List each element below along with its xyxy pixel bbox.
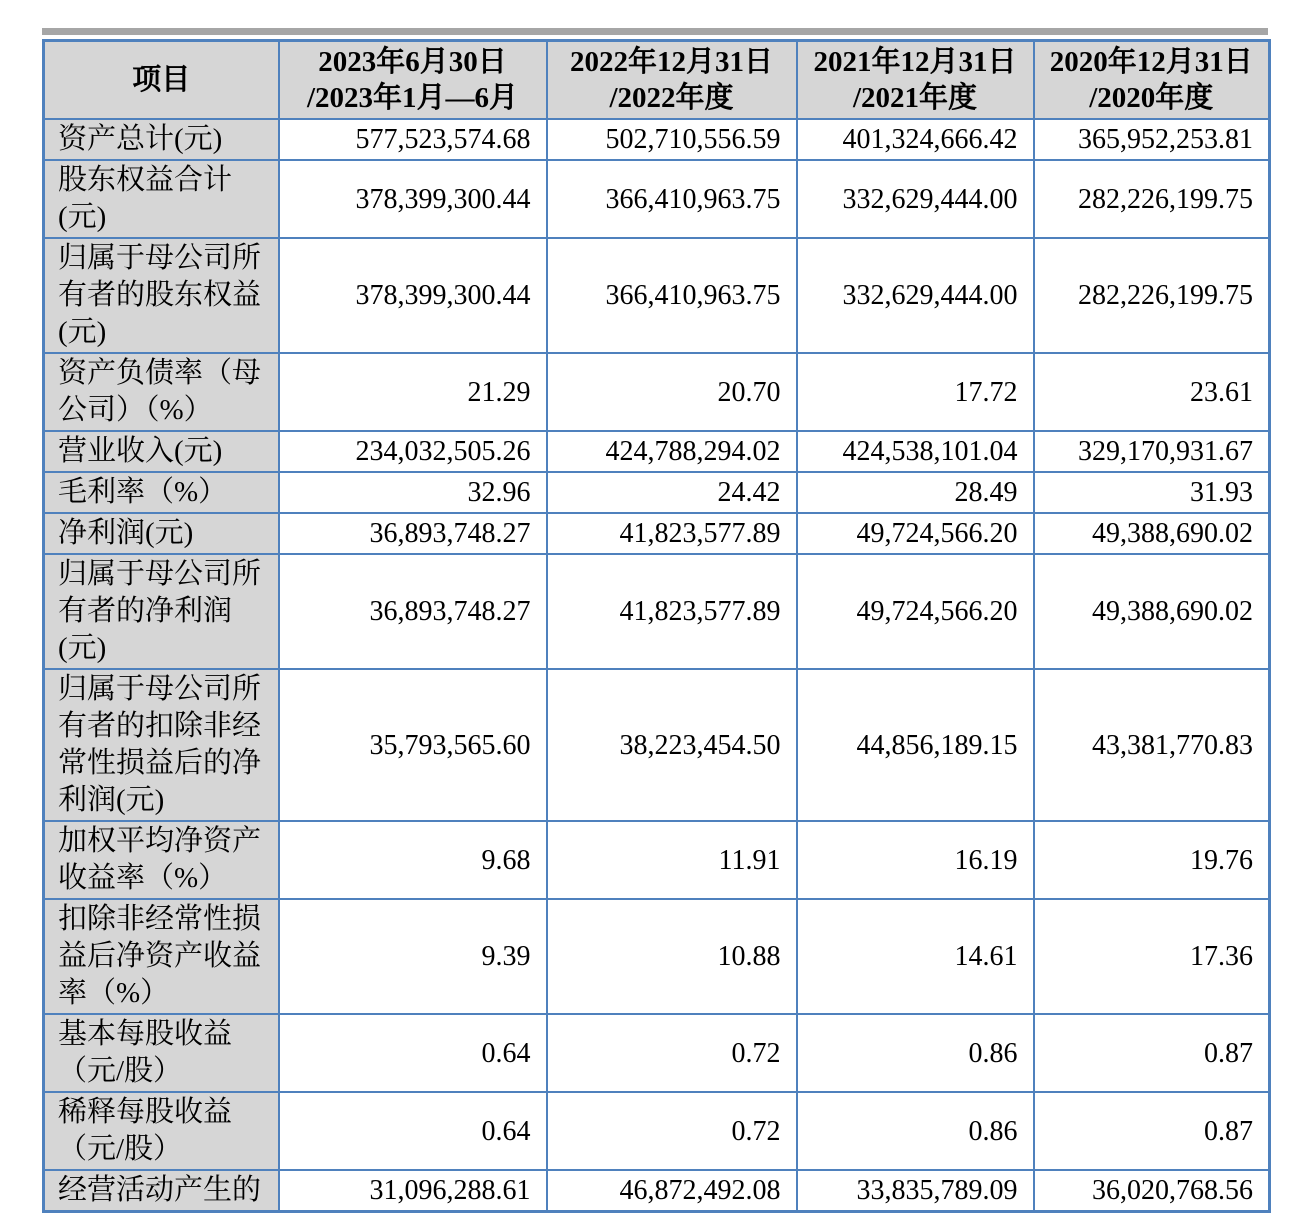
row-label: 扣除非经常性损益后净资产收益率（%） [44,899,279,1014]
header-line-2: /2020年度 [1089,82,1214,114]
cell-value: 49,388,690.02 [1034,554,1270,669]
cell-value: 366,410,963.75 [547,238,797,353]
column-header-period [797,41,1034,120]
table-row [44,431,1270,472]
header-line-1: 2020年12月31日 [1049,46,1253,78]
cell-value: 14.61 [797,899,1034,1014]
table-row [44,513,1270,554]
row-label: 稀释每股收益（元/股） [44,1092,279,1170]
cell-value: 38,223,454.50 [547,669,797,821]
row-label: 加权平均净资产收益率（%） [44,821,279,899]
cell-value: 424,538,101.04 [797,431,1034,472]
table-row [44,119,1270,160]
cell-value: 9.39 [279,899,547,1014]
header-row [44,41,1270,120]
header-line-2: /2021年度 [852,82,978,114]
header-line-1: 2022年12月31日 [569,46,773,78]
cell-value: 17.72 [797,353,1034,431]
cell-value: 49,724,566.20 [797,513,1034,554]
cell-value: 32.96 [279,472,547,513]
header-line-1: 2023年6月30日 [318,46,507,78]
cutoff-row-strip [42,28,1268,35]
cell-value: 234,032,505.26 [279,431,547,472]
cell-value: 0.64 [279,1092,547,1170]
row-label: 股东权益合计(元) [44,160,279,238]
cell-value: 502,710,556.59 [547,119,797,160]
cell-value: 21.29 [279,353,547,431]
cell-value: 31.93 [1034,472,1270,513]
cell-value: 23.61 [1034,353,1270,431]
table-body [44,119,1270,1212]
cell-value: 9.68 [279,821,547,899]
row-label: 资产负债率（母公司）（%） [44,353,279,431]
table-row [44,554,1270,669]
cell-value: 366,410,963.75 [547,160,797,238]
cell-value: 36,020,768.56 [1034,1170,1270,1212]
cell-value: 46,872,492.08 [547,1170,797,1212]
row-label: 经营活动产生的 [44,1170,279,1212]
cell-value: 0.87 [1034,1092,1270,1170]
table-row [44,821,1270,899]
cell-value: 16.19 [797,821,1034,899]
header-line-2: /2022年度 [609,82,734,114]
table-row [44,1014,1270,1092]
table-row [44,472,1270,513]
cell-value: 282,226,199.75 [1034,160,1270,238]
row-label: 归属于母公司所有者的净利润(元) [44,554,279,669]
cell-value: 36,893,748.27 [279,513,547,554]
row-label: 归属于母公司所有者的扣除非经常性损益后的净利润(元) [44,669,279,821]
cell-value: 44,856,189.15 [797,669,1034,821]
cell-value: 10.88 [547,899,797,1014]
row-label: 基本每股收益（元/股） [44,1014,279,1092]
cell-value: 41,823,577.89 [547,554,797,669]
column-header-period [547,41,797,120]
cell-value: 17.36 [1034,899,1270,1014]
table-header [44,41,1270,120]
row-label: 毛利率（%） [44,472,279,513]
table-row [44,160,1270,238]
table-row [44,238,1270,353]
cell-value: 378,399,300.44 [279,238,547,353]
cell-value: 36,893,748.27 [279,554,547,669]
column-header-period [279,41,547,120]
cell-value: 365,952,253.81 [1034,119,1270,160]
cell-value: 20.70 [547,353,797,431]
row-label: 资产总计(元) [44,119,279,160]
cell-value: 0.72 [547,1092,797,1170]
table-row [44,353,1270,431]
cell-value: 33,835,789.09 [797,1170,1034,1212]
financial-summary-table [42,39,1271,1213]
cell-value: 31,096,288.61 [279,1170,547,1212]
header-line-1: 2021年12月31日 [813,46,1017,78]
cell-value: 28.49 [797,472,1034,513]
cell-value: 424,788,294.02 [547,431,797,472]
column-header-item [44,41,279,120]
table-row [44,1170,1270,1212]
cell-value: 0.86 [797,1092,1034,1170]
cell-value: 332,629,444.00 [797,238,1034,353]
header-line-2: /2023年1月—6月 [306,82,519,114]
row-label: 净利润(元) [44,513,279,554]
cell-value: 24.42 [547,472,797,513]
cell-value: 378,399,300.44 [279,160,547,238]
cell-value: 401,324,666.42 [797,119,1034,160]
cell-value: 41,823,577.89 [547,513,797,554]
cell-value: 19.76 [1034,821,1270,899]
column-header-period [1034,41,1270,120]
row-label: 归属于母公司所有者的股东权益(元) [44,238,279,353]
header-line-1: 项目 [132,64,191,96]
table-row [44,1092,1270,1170]
row-label: 营业收入(元) [44,431,279,472]
cell-value: 35,793,565.60 [279,669,547,821]
cell-value: 332,629,444.00 [797,160,1034,238]
cell-value: 0.86 [797,1014,1034,1092]
cell-value: 0.87 [1034,1014,1270,1092]
table-row [44,899,1270,1014]
cell-value: 11.91 [547,821,797,899]
cell-value: 282,226,199.75 [1034,238,1270,353]
cell-value: 577,523,574.68 [279,119,547,160]
cell-value: 49,388,690.02 [1034,513,1270,554]
table-row [44,669,1270,821]
cell-value: 49,724,566.20 [797,554,1034,669]
cell-value: 43,381,770.83 [1034,669,1270,821]
cell-value: 0.64 [279,1014,547,1092]
cell-value: 0.72 [547,1014,797,1092]
cell-value: 329,170,931.67 [1034,431,1270,472]
